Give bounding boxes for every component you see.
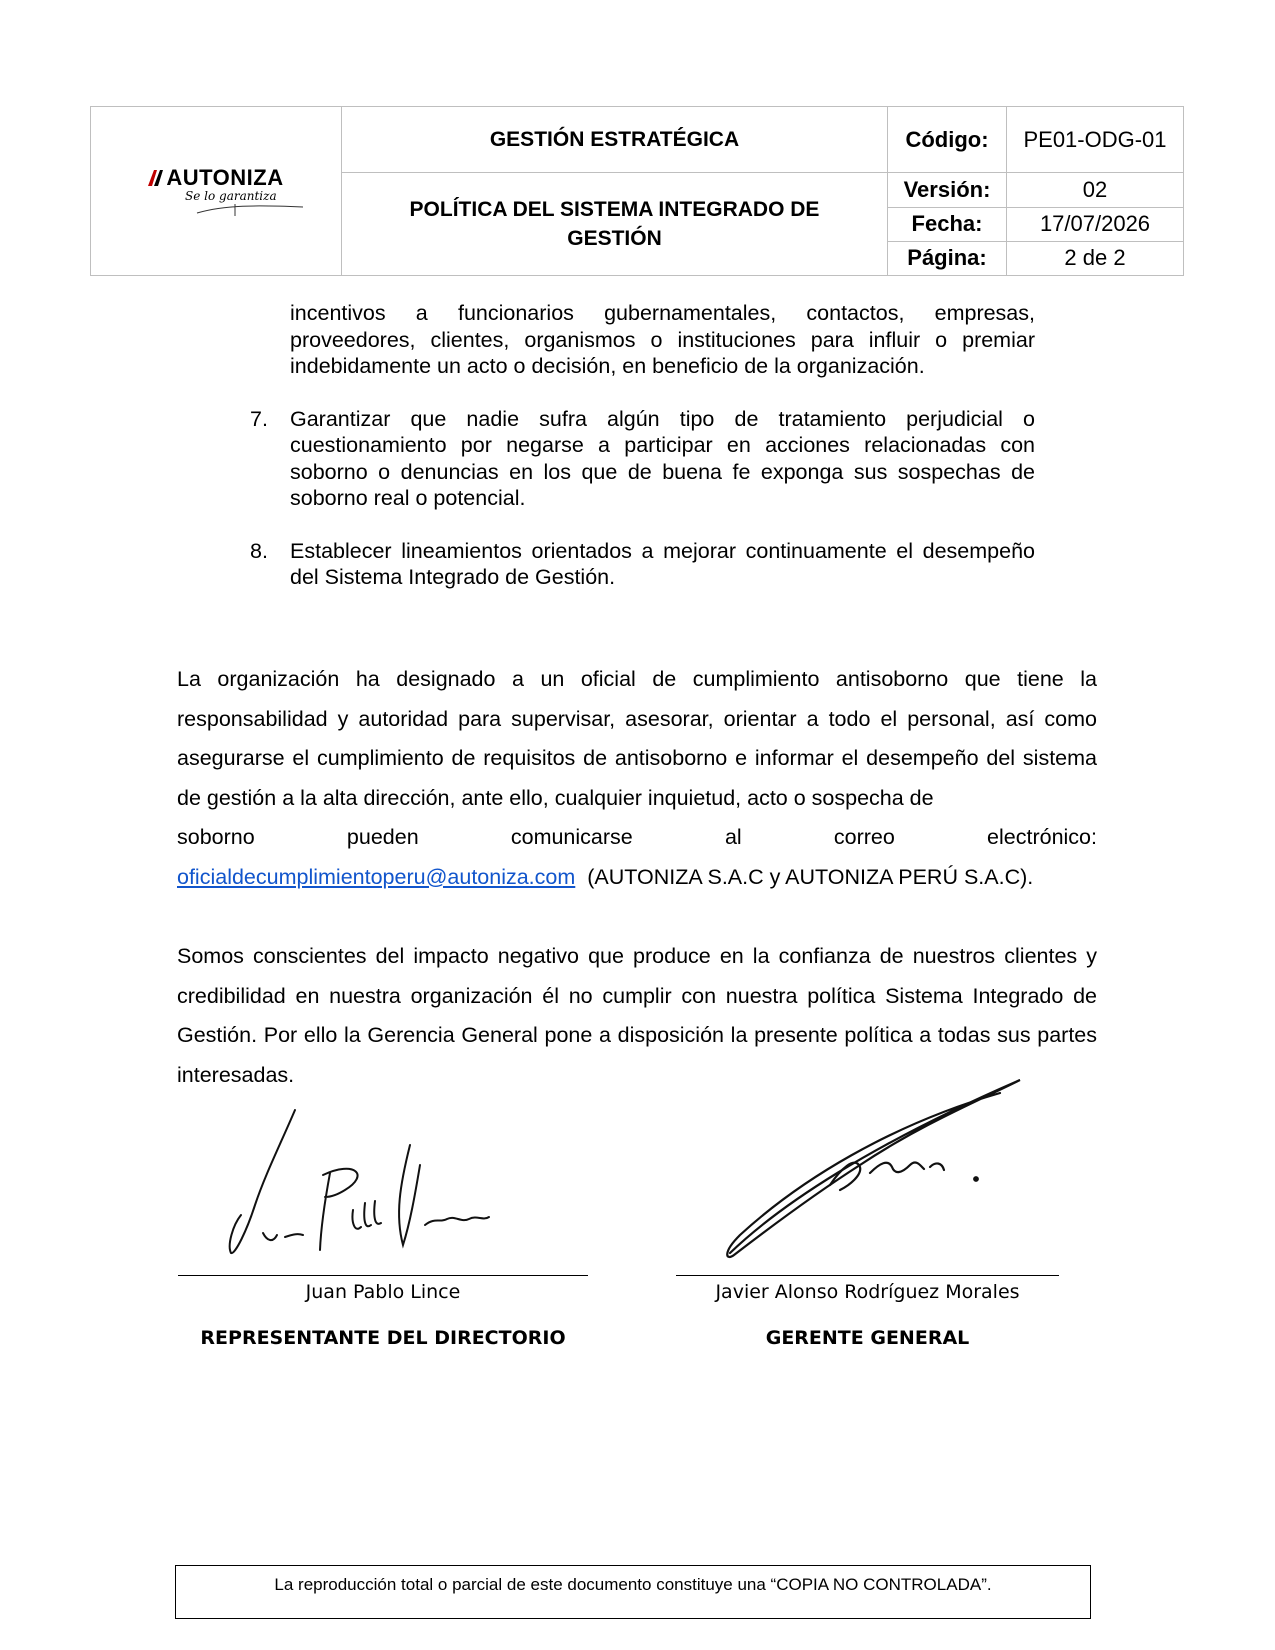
- document-footer: La reproducción total o parcial de este documento constituye una “COPIA NO CONTROLADA”.: [175, 1565, 1091, 1619]
- logo-mark-icon: [148, 170, 166, 186]
- list-item-text: Establecer lineamientos orientados a mejorar continuamente el desempeño del Sistema Integrado de Gestión.: [290, 538, 1035, 589]
- version-label: Versión:: [888, 173, 1007, 207]
- signature-line-left: [178, 1275, 588, 1276]
- pagina-value: 2 de 2: [1007, 241, 1184, 275]
- logo-flourish-icon: [195, 203, 305, 217]
- signatory-role-left: REPRESENTANTE DEL DIRECTORIO: [200, 1327, 566, 1349]
- compliance-contact-line: [177, 858, 1097, 898]
- list-item-number: 8.: [250, 538, 268, 563]
- fecha-label: Fecha:: [888, 207, 1007, 241]
- signatory-role-right: GERENTE GENERAL: [765, 1327, 970, 1349]
- spread-word: correo: [833, 825, 895, 849]
- list-item: [240, 538, 1035, 591]
- spread-word: al: [724, 825, 742, 849]
- company-names: (AUTONIZA S.A.C y AUTONIZA PERÚ S.A.C).: [587, 864, 1034, 889]
- spread-word: electrónico:: [987, 825, 1097, 849]
- signatory-name-left: Juan Pablo Lince: [305, 1281, 461, 1303]
- signature-line-right: [676, 1275, 1059, 1276]
- list-item-text: Garantizar que nadie sufra algún tipo de tratamiento perjudicial o cuestionamiento por negarse a participar en acciones relacionadas con soborno o denuncias en los que de buena fe exponga sus sospechas de soborno real o potencial.: [290, 406, 1035, 510]
- spread-word: comunicarse: [510, 825, 633, 849]
- spread-word: soborno: [177, 825, 255, 849]
- fecha-value: 17/07/2026: [1007, 207, 1184, 241]
- compliance-paragraph: [177, 660, 1097, 897]
- commitment-paragraph: Somos conscientes del impacto negativo que produce en la confianza de nuestros clientes y credibilidad en nuestra organización él no cumplir con nuestra política Sistema Integrado de Gestión. Por ello la Gerencia General pone a disposición la presente política a todas sus partes interesadas.: [177, 944, 1097, 1087]
- document-header: [90, 106, 1184, 276]
- signatory-name-right: Javier Alonso Rodríguez Morales: [715, 1281, 1020, 1303]
- compliance-text: La organización ha designado a un oficial de cumplimiento antisoborno que tiene la responsabilidad y autoridad para supervisar, asesorar, orientar a todo el personal, así como asegurarse el cumplimiento de requisitos de antisoborno e informar el desempeño del sistema de gestión a la alta dirección, ante ello, cualquier inquietud, acto o sospecha de: [177, 667, 1097, 810]
- version-value: 02: [1007, 173, 1184, 207]
- codigo-label: Código:: [888, 107, 1007, 173]
- spread-word: pueden: [346, 825, 419, 849]
- logo-tagline: Se lo garantiza: [185, 189, 277, 203]
- signature-juan-pablo-lince-icon: [225, 1105, 515, 1265]
- list-continuation: incentivos a funcionarios gubernamentales, contactos, empresas, proveedores, clientes, organismos o instituciones para influir o premiar indebidamente un acto o decisión, en beneficio de la organización.: [290, 301, 1035, 378]
- signature-javier-rodriguez-icon: [720, 1075, 1040, 1265]
- compliance-spread-line: [177, 818, 1097, 858]
- logo-brand: AUTONIZA: [166, 165, 284, 190]
- list-item-number: 7.: [250, 406, 268, 431]
- email-link[interactable]: oficialdecumplimientoperu@autoniza.com: [177, 864, 576, 889]
- list-item: [240, 406, 1035, 512]
- document-title-text: POLÍTICA DEL SISTEMA INTEGRADO DE GESTIÓN: [409, 198, 820, 251]
- pagina-label: Página:: [888, 241, 1007, 275]
- company-logo: [91, 107, 341, 275]
- logo-cell: [91, 107, 342, 276]
- document-title: [342, 173, 888, 276]
- codigo-value: PE01-ODG-01: [1007, 107, 1184, 173]
- policy-list: [240, 300, 1035, 591]
- area-title: GESTIÓN ESTRATÉGICA: [342, 107, 888, 173]
